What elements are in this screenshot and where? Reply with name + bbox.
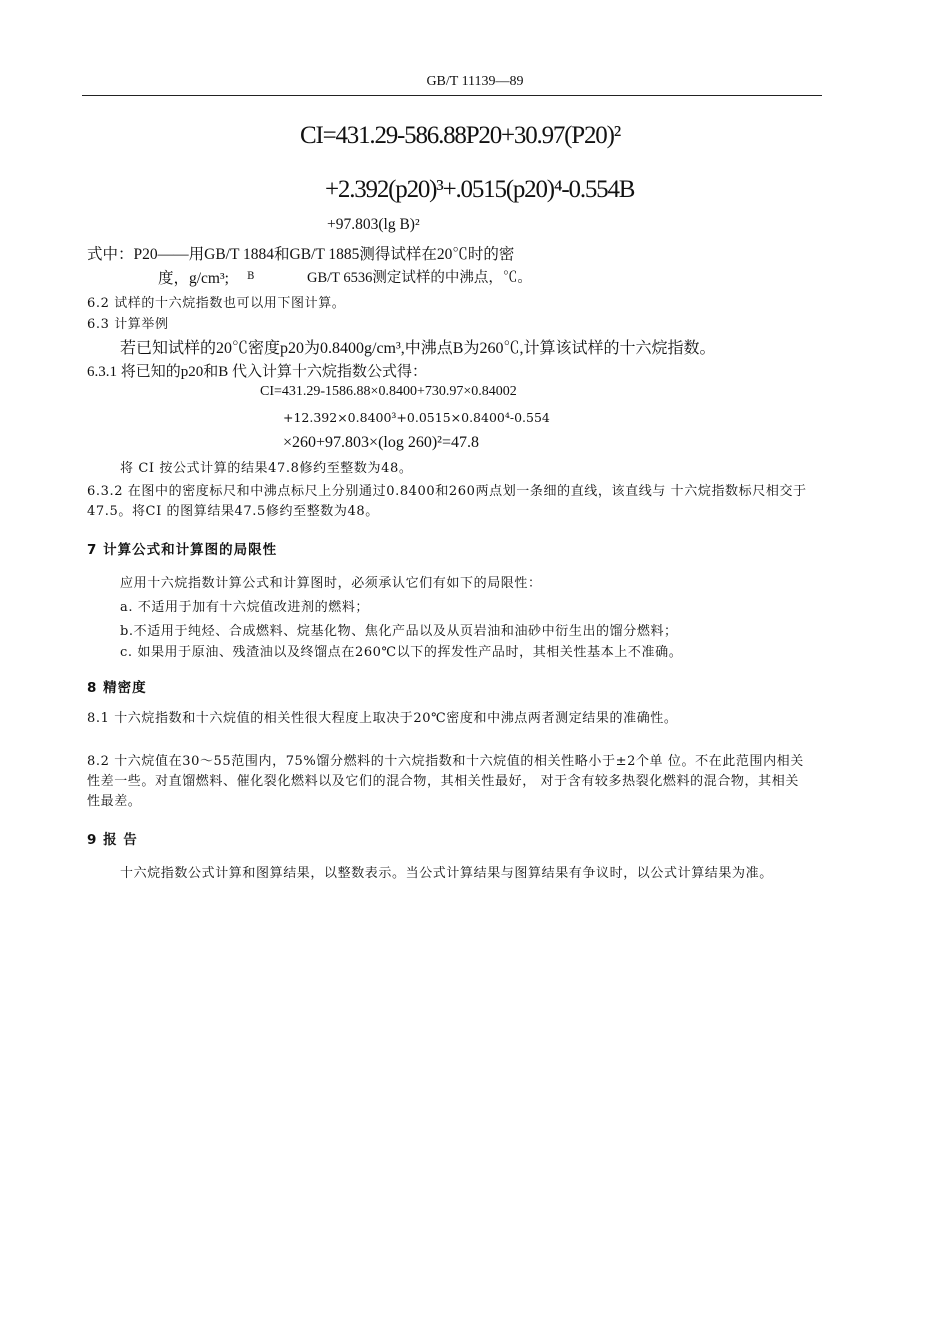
where-line-2c: GB/T 6536测定试样的中沸点，℃。 (307, 270, 532, 286)
section-9-title: 9 报 告 (87, 832, 138, 848)
section-7-intro: 应用十六烷指数计算公式和计算图时，必须承认它们有如下的局限性： (120, 576, 542, 591)
section-7-title: 7 计算公式和计算图的局限性 (87, 542, 278, 558)
calc-line-1: CI=431.29-1586.88×0.8400+730.97×0.84002 (260, 384, 517, 399)
formula-line-2: +2.392(p20)³+.0515(p20)⁴-0.554B (325, 176, 635, 203)
page-header: GB/T 11139—89 (426, 74, 524, 89)
calc-line-3: ×260+97.803×(log 260)²=47.8 (283, 434, 479, 451)
where-line-2b: B (247, 271, 255, 282)
section-6-2: 6.2 试样的十六烷指数也可以用下图计算。 (87, 296, 346, 311)
calc-line-2: +12.392×0.8400³+0.0515×0.8400⁴-0.554 (283, 410, 550, 425)
section-6-3: 6.3 计算举例 (87, 317, 169, 332)
section-8-2: 8.2 十六烷值在30～55范围内，75%馏分燃料的十六烷指数和十六烷值的相关性略小于±2个单 位。不在此范围内相关性差一些。对直馏燃料、催化裂化燃料以及它们的混合物，其相关性最好， 对于含有较多热裂化燃料的混合物，其相关性最差。 (87, 754, 804, 809)
round-result: 将 CI 按公式计算的结果47.8修约至整数为48。 (120, 461, 413, 476)
where-line-2a: 度，g/cm³; (158, 270, 229, 287)
section-9-text: 十六烷指数公式计算和图算结果，以整数表示。当公式计算结果与图算结果有争议时，以公式计算结果为准。 (120, 866, 773, 881)
section-8-title: 8 精密度 (87, 680, 147, 696)
section-7-item-a: a. 不适用于加有十六烷值改进剂的燃料； (120, 600, 370, 615)
section-6-3-text: 若已知试样的20℃密度p20为0.8400g/cm³,中沸点B为260℃,计算该试样的十六烷指数。 (120, 340, 716, 357)
section-7-item-b: b.不适用于纯烃、合成燃料、烷基化物、焦化产品以及从页岩油和油砂中衍生出的馏分燃料； (120, 624, 678, 639)
section-6-3-2: 6.3.2 在图中的密度标尺和中沸点标尺上分别通过0.8400和260两点划一条细的直线，该直线与 十六烷指数标尺相交于47.5。将CI 的图算结果47.5修约至整数为48。 (87, 484, 807, 519)
section-7-item-c: c. 如果用于原油、残渣油以及终馏点在260℃以下的挥发性产品时，其相关性基本上不准确。 (120, 645, 683, 660)
where-line-1: 式中：P20——用GB/T 1884和GB/T 1885测得试样在20℃时的密 (87, 246, 515, 263)
formula-line-1: CI=431.29-586.88P20+30.97(P20)² (300, 122, 621, 149)
section-6-3-1: 6.3.1 将已知的p20和B 代入计算十六烷指数公式得： (87, 364, 428, 380)
section-8-1: 8.1 十六烷指数和十六烷值的相关性很大程度上取决于20℃密度和中沸点两者测定结果的准确性。 (87, 711, 678, 726)
formula-line-3: +97.803(lg B)² (327, 216, 420, 233)
header-rule (82, 95, 822, 96)
